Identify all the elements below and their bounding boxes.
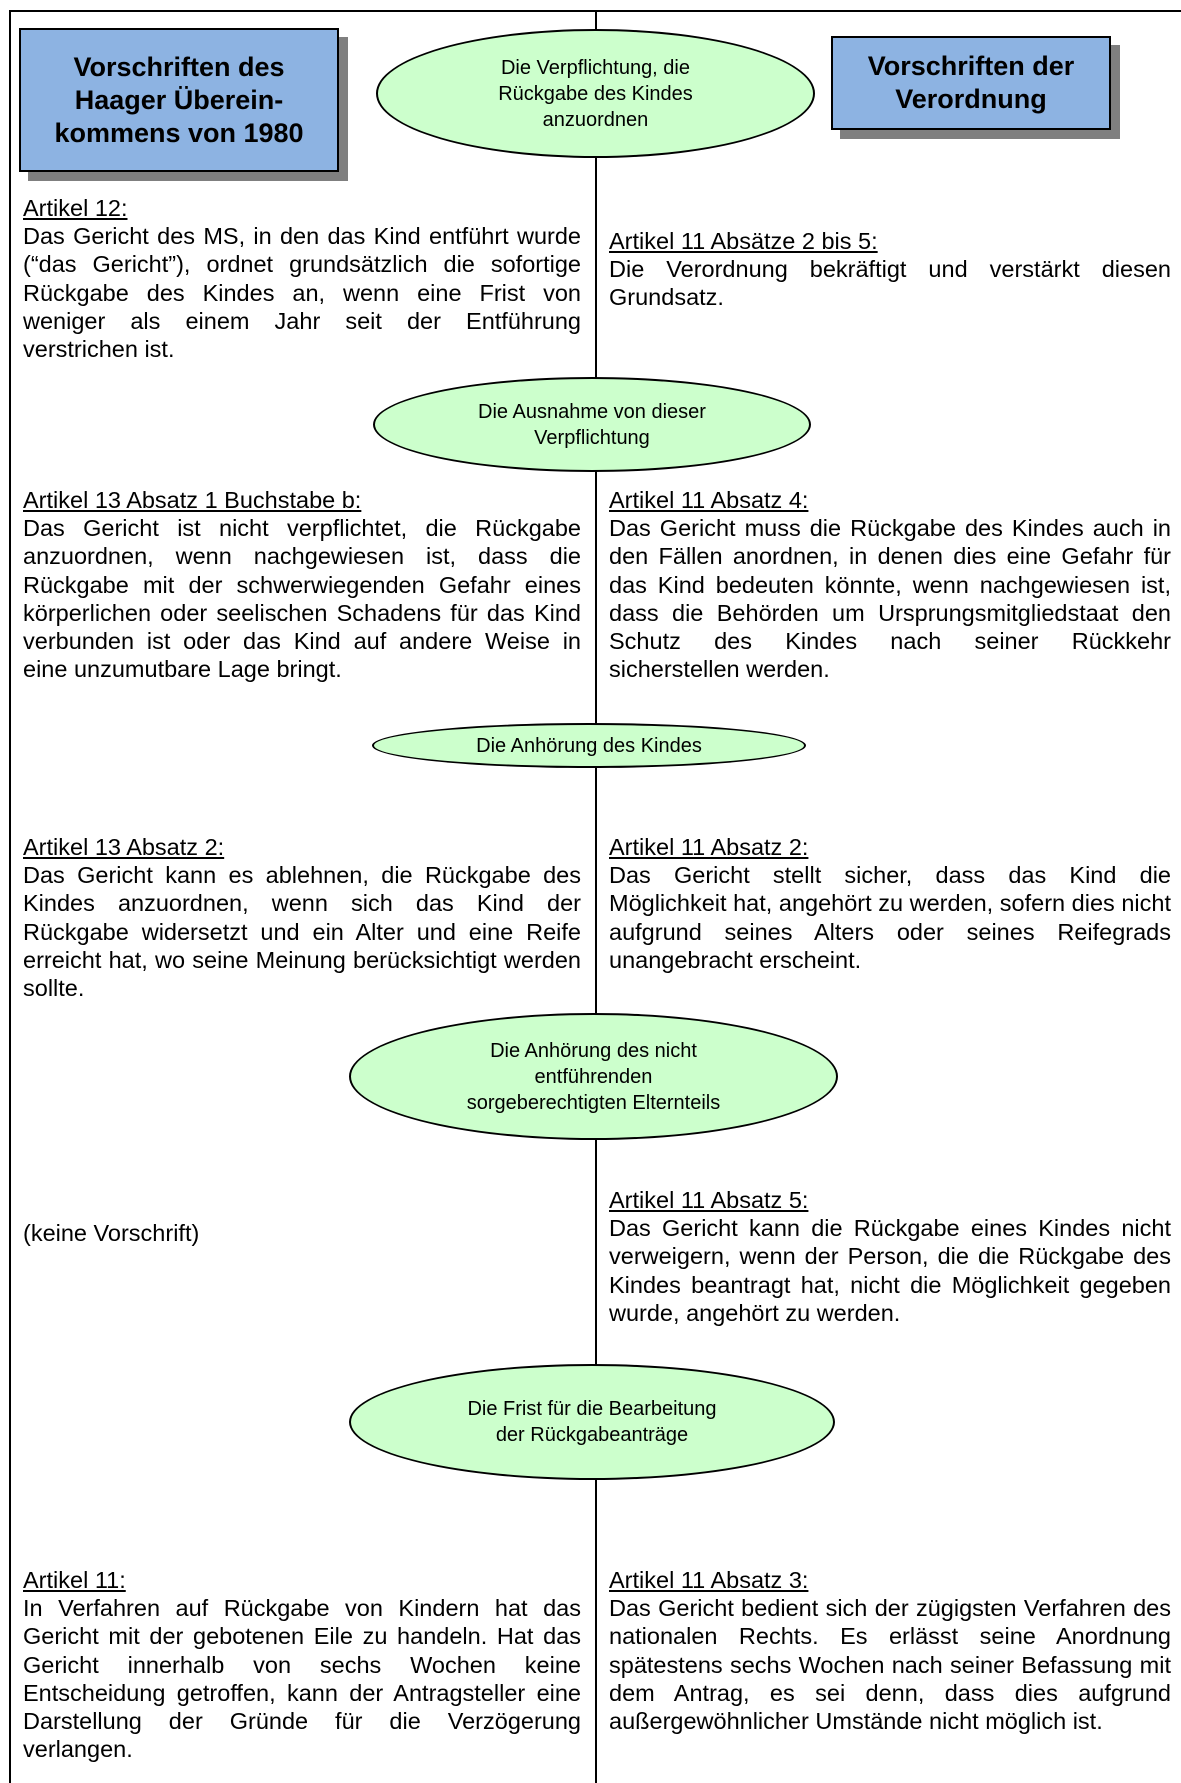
right-article-11-3-heading: Artikel 11 Absatz 3: bbox=[609, 1567, 809, 1593]
right-article-11-2 bbox=[609, 833, 1171, 974]
right-article-11-3 bbox=[609, 1566, 1171, 1735]
right-article-11-4-heading: Artikel 11 Absatz 4: bbox=[609, 487, 809, 513]
header-hague-convention: Vorschriften des Haager Überein- kommens von 1980 bbox=[19, 28, 339, 172]
left-article-13-2-text: Das Gericht kann es ablehnen, die Rückgabe des Kindes anzuordnen, wenn sich das Kind der Rückgabe widersetzt und ein Alter und eine Reife erreicht hat, wo seine Meinung berücksichtigt werden sollte. bbox=[23, 862, 581, 1002]
left-no-provision bbox=[23, 1219, 581, 1247]
right-article-11-2-5-heading: Artikel 11 Absätze 2 bis 5: bbox=[609, 228, 878, 254]
topic-return-obligation: Die Verpflichtung, die Rückgabe des Kindes anzuordnen bbox=[376, 29, 815, 158]
right-article-11-2-5 bbox=[609, 227, 1171, 312]
topic-exception: Die Ausnahme von dieser Verpflichtung bbox=[373, 377, 811, 472]
right-article-11-4 bbox=[609, 486, 1171, 683]
header-regulation: Vorschriften der Verordnung bbox=[831, 36, 1111, 130]
left-no-provision-text: (keine Vorschrift) bbox=[23, 1220, 200, 1246]
left-article-13-1-b bbox=[23, 486, 581, 683]
right-article-11-2-heading: Artikel 11 Absatz 2: bbox=[609, 834, 809, 860]
left-article-13-1-b-heading: Artikel 13 Absatz 1 Buchstabe b: bbox=[23, 487, 362, 513]
right-article-11-3-text: Das Gericht bedient sich der zügigsten Verfahren des nationalen Rechts. Es erlässt seine Anordnung spätestens sechs Wochen nach seiner Befassung mit dem Antrag, es sei denn, dass dies aufgrund außergewöhnlicher Umstände nicht möglich ist. bbox=[609, 1595, 1171, 1735]
left-article-12-heading: Artikel 12: bbox=[23, 195, 128, 221]
left-article-13-1-b-text: Das Gericht ist nicht verpflichtet, die Rückgabe anzuordnen, wenn nachgewiesen ist, dass die Rückgabe mit der schwerwiegenden Gefahr eines körperlichen oder seelischen Schadens für das Kind verbunden ist oder das Kind auf andere Weise in eine unzumutbare Lage bringt. bbox=[23, 515, 581, 683]
left-article-13-2 bbox=[23, 833, 581, 1002]
right-article-11-4-text: Das Gericht muss die Rückgabe des Kindes auch in den Fällen anordnen, in denen dies eine Gefahr für das Kind bedeuten könnte, wenn nachgewiesen ist, dass die Behörden um Ursprungsmitgliedstaat den Schutz des Kindes nach seiner Rückkehr sicherstellen werden. bbox=[609, 515, 1171, 683]
frame-left-border bbox=[9, 10, 11, 1783]
topic-hearing-parent: Die Anhörung des nicht entführenden sorgeberechtigten Elternteils bbox=[349, 1013, 838, 1140]
right-article-11-5-heading: Artikel 11 Absatz 5: bbox=[609, 1187, 809, 1213]
left-article-12 bbox=[23, 194, 581, 363]
right-article-11-2-5-text: Die Verordnung bekräftigt und verstärkt diesen Grundsatz. bbox=[609, 256, 1171, 311]
right-article-11-5 bbox=[609, 1186, 1171, 1327]
right-article-11-2-text: Das Gericht stellt sicher, dass das Kind die Möglichkeit hat, angehört zu werden, sofern dies nicht aufgrund seines Alters oder seines Reifegrads unangebracht erscheint. bbox=[609, 862, 1171, 973]
left-article-12-text: Das Gericht des MS, in den das Kind entführt wurde (“das Gericht”), ordnet grundsätzlich die sofortige Rückgabe des Kindes an, wenn eine Frist von weniger als einem Jahr seit der Entführung verstrichen ist. bbox=[23, 223, 581, 363]
topic-deadline: Die Frist für die Bearbeitung der Rückgabeanträge bbox=[349, 1364, 835, 1480]
topic-hearing-child: Die Anhörung des Kindes bbox=[372, 723, 806, 768]
left-article-13-2-heading: Artikel 13 Absatz 2: bbox=[23, 834, 225, 860]
center-divider bbox=[595, 10, 597, 1783]
right-article-11-5-text: Das Gericht kann die Rückgabe eines Kindes nicht verweigern, wenn der Person, die die Rückgabe des Kindes beantragt hat, nicht die Möglichkeit gegeben wurde, angehört zu werden. bbox=[609, 1215, 1171, 1326]
left-article-11-text: In Verfahren auf Rückgabe von Kindern hat das Gericht mit der gebotenen Eile zu handeln. Hat das Gericht innerhalb von sechs Wochen keine Entscheidung getroffen, kann der Antragsteller eine Darstellung der Gründe für die Verzögerung verlangen. bbox=[23, 1595, 581, 1763]
left-article-11 bbox=[23, 1566, 581, 1763]
left-article-11-heading: Artikel 11: bbox=[23, 1567, 126, 1593]
